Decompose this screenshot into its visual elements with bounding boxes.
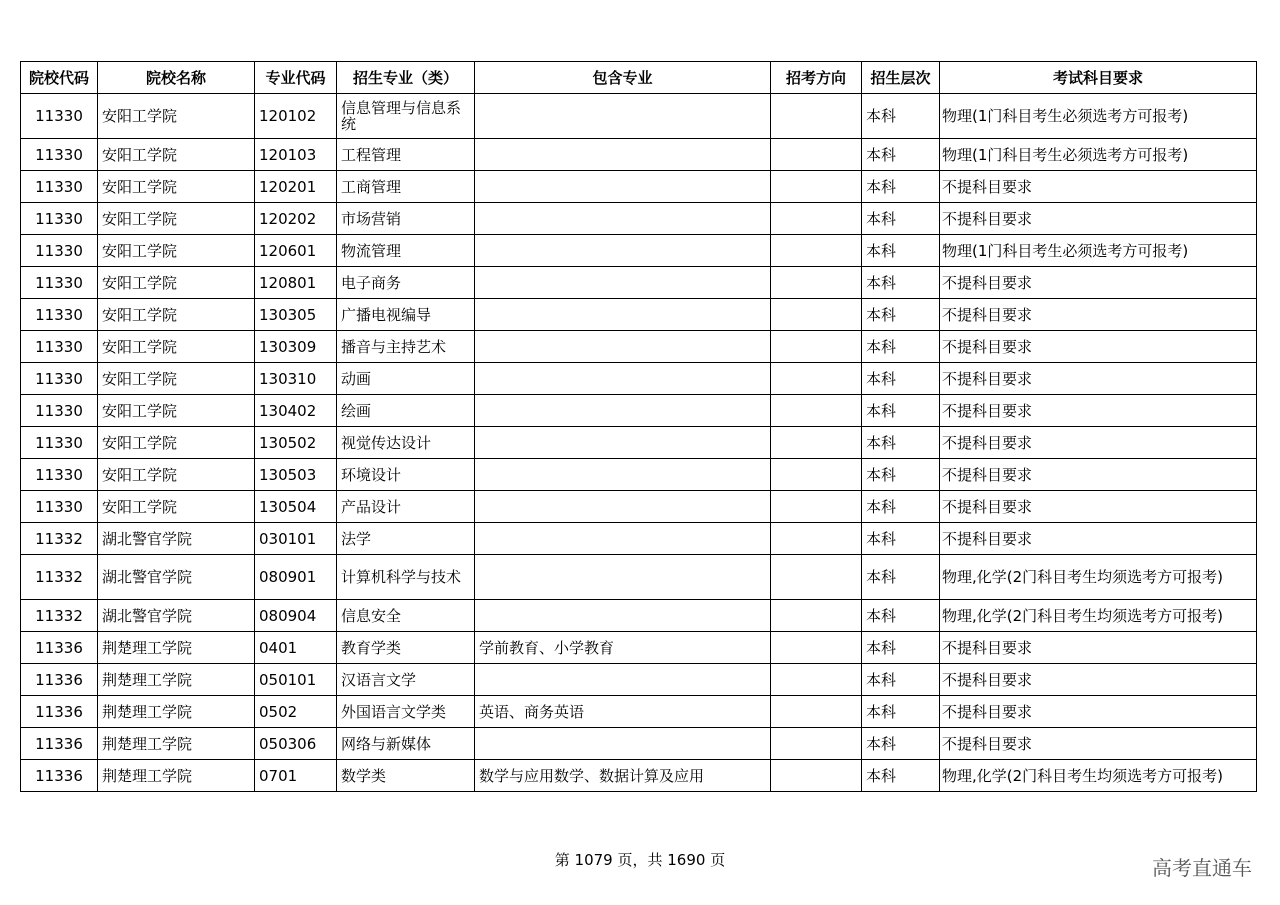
cell-major-code: 050306 [255,728,337,760]
cell-school-code: 11330 [21,139,98,171]
cell-level: 本科 [862,94,940,139]
cell-direction [771,203,862,235]
cell-direction [771,459,862,491]
cell-major: 市场营销 [337,203,475,235]
cell-school-name: 荆楚理工学院 [98,728,255,760]
cell-subject-requirement: 不提科目要求 [940,427,1257,459]
cell-level: 本科 [862,203,940,235]
cell-level: 本科 [862,760,940,792]
table-row [21,760,1257,792]
table-row [21,555,1257,600]
cell-major-code: 120801 [255,267,337,299]
table-row [21,632,1257,664]
cell-included-majors: 数学与应用数学、数据计算及应用 [475,760,771,792]
table-row [21,235,1257,267]
cell-level: 本科 [862,139,940,171]
cell-direction [771,760,862,792]
cell-major: 外国语言文学类 [337,696,475,728]
cell-school-name: 安阳工学院 [98,363,255,395]
cell-major: 视觉传达设计 [337,427,475,459]
cell-level: 本科 [862,664,940,696]
table-row [21,600,1257,632]
cell-level: 本科 [862,171,940,203]
cell-major: 工商管理 [337,171,475,203]
header-school-name: 院校名称 [98,62,255,94]
cell-major: 环境设计 [337,459,475,491]
cell-major-code: 0401 [255,632,337,664]
cell-major-code: 120202 [255,203,337,235]
table-row [21,171,1257,203]
cell-level: 本科 [862,632,940,664]
cell-subject-requirement: 物理,化学(2门科目考生均须选考方可报考) [940,555,1257,600]
cell-school-name: 安阳工学院 [98,299,255,331]
cell-major-code: 120601 [255,235,337,267]
cell-major-code: 130503 [255,459,337,491]
cell-major-code: 0502 [255,696,337,728]
cell-school-code: 11332 [21,555,98,600]
cell-subject-requirement: 不提科目要求 [940,363,1257,395]
table-row [21,139,1257,171]
table-row [21,299,1257,331]
cell-major: 绘画 [337,395,475,427]
cell-major-code: 120102 [255,94,337,139]
cell-school-code: 11336 [21,760,98,792]
cell-school-name: 安阳工学院 [98,267,255,299]
cell-subject-requirement: 物理,化学(2门科目考生均须选考方可报考) [940,600,1257,632]
watermark: 高考直通车 [1152,856,1252,880]
cell-major: 播音与主持艺术 [337,331,475,363]
cell-major: 教育学类 [337,632,475,664]
cell-level: 本科 [862,696,940,728]
cell-major-code: 130310 [255,363,337,395]
cell-school-code: 11336 [21,632,98,664]
cell-school-code: 11332 [21,523,98,555]
cell-major-code: 130502 [255,427,337,459]
cell-school-code: 11330 [21,203,98,235]
cell-level: 本科 [862,728,940,760]
cell-direction [771,523,862,555]
cell-direction [771,331,862,363]
page-number: 第 1079 页，共 1690 页 [554,851,726,869]
cell-major: 信息安全 [337,600,475,632]
cell-included-majors [475,395,771,427]
cell-direction [771,491,862,523]
cell-direction [771,171,862,203]
cell-school-name: 安阳工学院 [98,331,255,363]
header-included-majors: 包含专业 [475,62,771,94]
cell-subject-requirement: 不提科目要求 [940,299,1257,331]
cell-direction [771,555,862,600]
cell-major: 广播电视编导 [337,299,475,331]
cell-included-majors [475,363,771,395]
cell-school-name: 荆楚理工学院 [98,664,255,696]
cell-level: 本科 [862,523,940,555]
cell-school-name: 安阳工学院 [98,395,255,427]
cell-school-code: 11332 [21,600,98,632]
cell-major: 产品设计 [337,491,475,523]
cell-subject-requirement: 不提科目要求 [940,728,1257,760]
cell-major-code: 050101 [255,664,337,696]
table-row [21,491,1257,523]
cell-subject-requirement: 不提科目要求 [940,523,1257,555]
cell-school-code: 11330 [21,331,98,363]
cell-school-code: 11330 [21,363,98,395]
cell-major: 电子商务 [337,267,475,299]
cell-school-name: 安阳工学院 [98,491,255,523]
cell-major-code: 120103 [255,139,337,171]
cell-school-name: 安阳工学院 [98,203,255,235]
header-level: 招生层次 [862,62,940,94]
cell-included-majors [475,203,771,235]
cell-school-code: 11336 [21,664,98,696]
cell-school-code: 11336 [21,696,98,728]
cell-school-name: 安阳工学院 [98,427,255,459]
cell-school-name: 安阳工学院 [98,171,255,203]
cell-major: 法学 [337,523,475,555]
table-row [21,395,1257,427]
cell-major-code: 080904 [255,600,337,632]
table-row [21,523,1257,555]
cell-major-code: 120201 [255,171,337,203]
cell-level: 本科 [862,459,940,491]
cell-level: 本科 [862,299,940,331]
cell-direction [771,696,862,728]
cell-direction [771,94,862,139]
cell-subject-requirement: 不提科目要求 [940,331,1257,363]
cell-included-majors [475,459,771,491]
cell-school-name: 荆楚理工学院 [98,760,255,792]
cell-subject-requirement: 物理(1门科目考生必须选考方可报考) [940,94,1257,139]
cell-included-majors [475,94,771,139]
table-row [21,696,1257,728]
cell-subject-requirement: 不提科目要求 [940,203,1257,235]
cell-included-majors [475,491,771,523]
cell-school-name: 荆楚理工学院 [98,632,255,664]
cell-included-majors [475,139,771,171]
cell-major-code: 0701 [255,760,337,792]
cell-level: 本科 [862,235,940,267]
cell-major-code: 080901 [255,555,337,600]
cell-level: 本科 [862,267,940,299]
cell-subject-requirement: 不提科目要求 [940,632,1257,664]
cell-major-code: 130305 [255,299,337,331]
header-school-code: 院校代码 [21,62,98,94]
cell-major: 数学类 [337,760,475,792]
table-row [21,331,1257,363]
cell-major-code: 130504 [255,491,337,523]
cell-school-code: 11336 [21,728,98,760]
cell-major: 信息管理与信息系统 [337,94,475,139]
cell-included-majors [475,555,771,600]
cell-included-majors [475,235,771,267]
table-row [21,728,1257,760]
cell-school-code: 11330 [21,459,98,491]
cell-school-name: 安阳工学院 [98,139,255,171]
cell-included-majors [475,267,771,299]
cell-school-code: 11330 [21,235,98,267]
cell-included-majors [475,427,771,459]
cell-major-code: 030101 [255,523,337,555]
cell-level: 本科 [862,600,940,632]
table-row [21,203,1257,235]
cell-level: 本科 [862,491,940,523]
cell-subject-requirement: 物理(1门科目考生必须选考方可报考) [940,235,1257,267]
cell-major: 网络与新媒体 [337,728,475,760]
cell-included-majors [475,600,771,632]
table-row [21,363,1257,395]
cell-school-code: 11330 [21,491,98,523]
cell-school-code: 11330 [21,267,98,299]
cell-subject-requirement: 不提科目要求 [940,491,1257,523]
cell-direction [771,395,862,427]
cell-subject-requirement: 物理(1门科目考生必须选考方可报考) [940,139,1257,171]
cell-level: 本科 [862,427,940,459]
header-major: 招生专业（类） [337,62,475,94]
header-direction: 招考方向 [771,62,862,94]
cell-direction [771,664,862,696]
cell-direction [771,363,862,395]
table-row [21,94,1257,139]
cell-level: 本科 [862,395,940,427]
cell-major: 动画 [337,363,475,395]
cell-subject-requirement: 不提科目要求 [940,395,1257,427]
cell-included-majors [475,664,771,696]
cell-major: 计算机科学与技术 [337,555,475,600]
cell-direction [771,632,862,664]
cell-direction [771,600,862,632]
cell-level: 本科 [862,555,940,600]
cell-school-name: 湖北警官学院 [98,600,255,632]
cell-subject-requirement: 不提科目要求 [940,171,1257,203]
cell-subject-requirement: 物理,化学(2门科目考生均须选考方可报考) [940,760,1257,792]
cell-school-code: 11330 [21,171,98,203]
cell-included-majors [475,728,771,760]
cell-major-code: 130402 [255,395,337,427]
cell-direction [771,235,862,267]
cell-direction [771,299,862,331]
cell-school-name: 湖北警官学院 [98,523,255,555]
cell-school-name: 安阳工学院 [98,94,255,139]
cell-included-majors [475,299,771,331]
cell-subject-requirement: 不提科目要求 [940,459,1257,491]
cell-included-majors: 学前教育、小学教育 [475,632,771,664]
admission-table [20,61,1257,792]
cell-subject-requirement: 不提科目要求 [940,696,1257,728]
cell-school-name: 湖北警官学院 [98,555,255,600]
cell-school-code: 11330 [21,299,98,331]
cell-included-majors: 英语、商务英语 [475,696,771,728]
table-row [21,459,1257,491]
cell-level: 本科 [862,331,940,363]
cell-subject-requirement: 不提科目要求 [940,664,1257,696]
cell-major: 工程管理 [337,139,475,171]
table-body [21,94,1257,792]
table-row [21,664,1257,696]
cell-included-majors [475,523,771,555]
cell-level: 本科 [862,363,940,395]
header-subject-requirement: 考试科目要求 [940,62,1257,94]
cell-major: 汉语言文学 [337,664,475,696]
table-row [21,267,1257,299]
cell-school-code: 11330 [21,395,98,427]
cell-school-name: 安阳工学院 [98,459,255,491]
cell-major: 物流管理 [337,235,475,267]
header-row [21,62,1257,94]
cell-direction [771,139,862,171]
cell-subject-requirement: 不提科目要求 [940,267,1257,299]
cell-direction [771,728,862,760]
cell-direction [771,427,862,459]
table-row [21,427,1257,459]
cell-school-code: 11330 [21,427,98,459]
cell-school-code: 11330 [21,94,98,139]
header-major-code: 专业代码 [255,62,337,94]
cell-major-code: 130309 [255,331,337,363]
cell-included-majors [475,331,771,363]
cell-included-majors [475,171,771,203]
cell-school-name: 荆楚理工学院 [98,696,255,728]
cell-direction [771,267,862,299]
cell-school-name: 安阳工学院 [98,235,255,267]
